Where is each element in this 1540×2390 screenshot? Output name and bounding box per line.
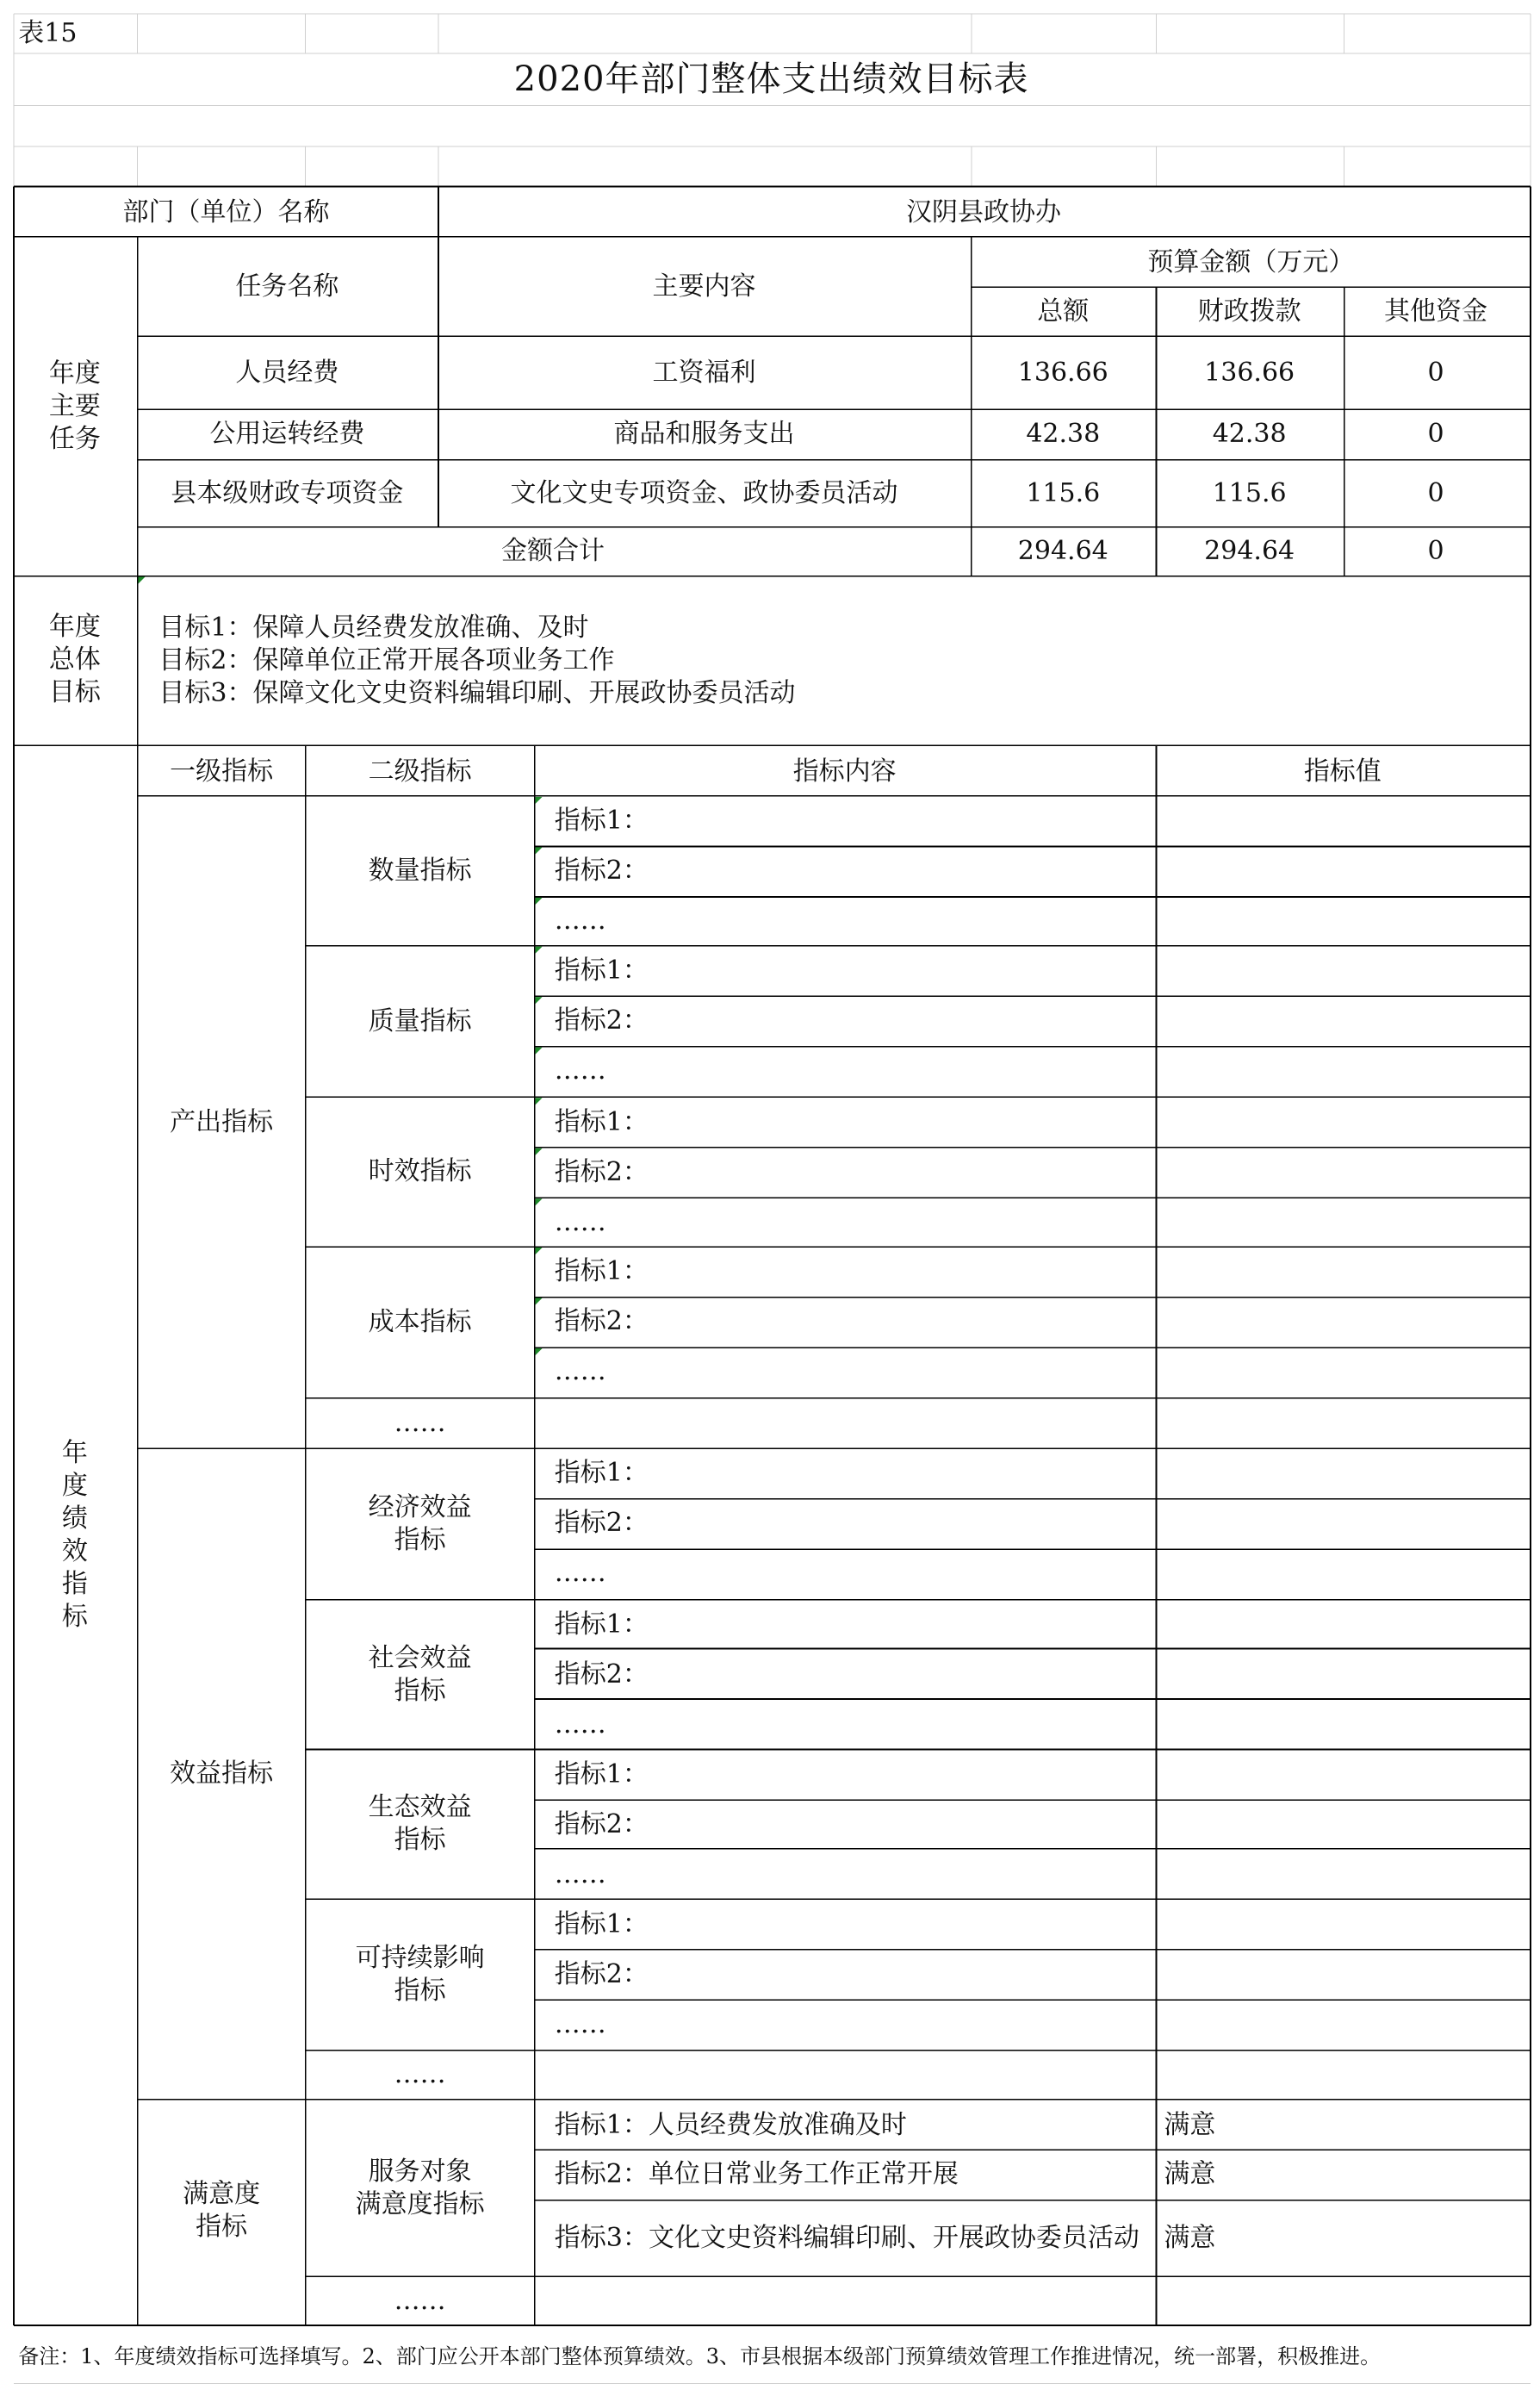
goals-section-label: 年度 总体 目标	[48, 612, 101, 708]
indicator-ellipsis: ……	[554, 1708, 606, 1740]
level2-quality: 质量指标	[368, 1005, 472, 1036]
cell-marker-icon	[536, 847, 543, 854]
indicator-item-1: 指标1：	[554, 1758, 649, 1789]
sum-other: 0	[1427, 536, 1444, 567]
indicator-item-1: 指标1：	[554, 806, 649, 837]
satisfaction-value: 满意	[1164, 2223, 1216, 2254]
level1-benefit: 效益指标	[170, 1758, 274, 1789]
level2-ellipsis: ……	[394, 2285, 446, 2316]
col-level2: 二级指标	[368, 756, 472, 787]
indicator-item-1: 指标1：	[554, 1609, 649, 1640]
col-other: 其他资金	[1383, 296, 1487, 327]
cell-marker-icon	[536, 1048, 543, 1055]
task-total: 136.66	[1017, 357, 1108, 388]
task-other: 0	[1427, 357, 1444, 388]
page-title: 2020年部门整体支出绩效目标表	[513, 59, 1029, 100]
task-content: 商品和服务支出	[613, 418, 795, 449]
level2-social: 社会效益 指标	[368, 1642, 472, 1706]
indicator-item-2: 指标2：	[554, 1808, 649, 1839]
satisfaction-item: 指标3：文化文史资料编辑印刷、开展政协委员活动	[554, 2223, 1139, 2254]
task-name: 公用运转经费	[209, 418, 365, 449]
satisfaction-item: 指标1：人员经费发放准确及时	[554, 2109, 907, 2140]
indicator-item-1: 指标1：	[554, 1908, 649, 1939]
task-total: 115.6	[1026, 477, 1101, 508]
level1-output: 产出指标	[170, 1107, 274, 1138]
cell-marker-icon	[536, 1148, 543, 1155]
tasks-section-label: 年度 主要 任务	[48, 358, 101, 454]
level1-satisfaction: 满意度 指标	[183, 2179, 261, 2243]
task-total: 42.38	[1026, 418, 1101, 449]
col-indicator-value: 指标值	[1303, 756, 1382, 787]
task-fiscal: 136.66	[1204, 357, 1295, 388]
indicator-ellipsis: ……	[554, 1206, 606, 1237]
cell-marker-icon	[536, 1248, 543, 1254]
cell-marker-icon	[536, 1298, 543, 1305]
col-level1: 一级指标	[170, 756, 274, 787]
indicator-item-2: 指标2：	[554, 856, 649, 887]
col-main-content: 主要内容	[652, 271, 756, 302]
cell-marker-icon	[138, 576, 145, 583]
sum-label: 金额合计	[500, 536, 605, 567]
indicator-item-2: 指标2：	[554, 1005, 649, 1036]
level2-economic: 经济效益 指标	[368, 1491, 472, 1555]
col-total: 总额	[1037, 296, 1090, 327]
goal-item: 目标3：保障文化文史资料编辑印刷、开展政协委员活动	[158, 678, 796, 709]
cell-marker-icon	[536, 997, 543, 1004]
level2-ellipsis: ……	[394, 2059, 446, 2090]
level2-ellipsis: ……	[394, 1407, 446, 1438]
cell-marker-icon	[536, 1098, 543, 1105]
task-fiscal: 115.6	[1212, 477, 1287, 508]
task-other: 0	[1427, 418, 1444, 449]
satisfaction-item: 指标2：单位日常业务工作正常开展	[554, 2158, 959, 2189]
indicator-ellipsis: ……	[554, 1858, 606, 1889]
col-task-name: 任务名称	[235, 271, 339, 302]
task-content: 文化文史专项资金、政协委员活动	[510, 477, 898, 508]
indicator-item-1: 指标1：	[554, 1458, 649, 1489]
indicator-ellipsis: ……	[554, 1558, 606, 1589]
level2-cost: 成本指标	[368, 1306, 472, 1337]
task-name: 县本级财政专项资金	[171, 477, 404, 508]
indicator-ellipsis: ……	[554, 1055, 606, 1086]
indicator-item-1: 指标1：	[554, 1106, 649, 1137]
col-indicator-content: 指标内容	[792, 756, 897, 787]
task-name: 人员经费	[235, 357, 339, 388]
cell-marker-icon	[536, 1198, 543, 1205]
col-fiscal: 财政拨款	[1197, 296, 1301, 327]
indicator-item-2: 指标2：	[554, 1306, 649, 1337]
level2-ecological: 生态效益 指标	[368, 1792, 472, 1856]
goal-item: 目标1：保障人员经费发放准确、及时	[158, 612, 589, 643]
indicator-ellipsis: ……	[554, 1356, 606, 1387]
indicator-item-1: 指标1：	[554, 955, 649, 986]
cell-marker-icon	[536, 947, 543, 954]
footnote: 备注：1、年度绩效指标可选择填写。2、部门应公开本部门整体预算绩效。3、市县根据本级部门预算绩效管理工作推进情况，统一部署，积极推进。	[18, 2343, 1382, 2368]
dept-label: 部门（单位）名称	[122, 196, 330, 227]
indicators-section-label: 年 度 绩 效 指 标	[61, 1438, 88, 1633]
level2-service: 服务对象 满意度指标	[355, 2156, 485, 2219]
task-other: 0	[1427, 477, 1444, 508]
dept-value: 汉阴县政协办	[906, 196, 1062, 227]
sum-fiscal: 294.64	[1204, 536, 1295, 567]
level2-quantity: 数量指标	[368, 855, 472, 886]
satisfaction-value: 满意	[1164, 2158, 1216, 2189]
sum-total: 294.64	[1017, 536, 1108, 567]
indicator-item-2: 指标2：	[554, 1659, 649, 1690]
cell-marker-icon	[536, 797, 543, 804]
level2-timeliness: 时效指标	[368, 1156, 472, 1187]
indicator-item-2: 指标2：	[554, 1508, 649, 1539]
indicator-item-2: 指标2：	[554, 1958, 649, 1989]
cell-marker-icon	[536, 1348, 543, 1355]
goal-item: 目标2：保障单位正常开展各项业务工作	[158, 644, 615, 675]
satisfaction-value: 满意	[1164, 2109, 1216, 2140]
task-content: 工资福利	[652, 357, 756, 388]
indicator-ellipsis: ……	[554, 2008, 606, 2039]
col-budget: 预算金额（万元）	[1147, 247, 1355, 278]
sheet-number: 表15	[18, 18, 78, 48]
level2-sustainable: 可持续影响 指标	[355, 1943, 485, 2007]
indicator-item-1: 指标1：	[554, 1256, 649, 1287]
indicator-item-2: 指标2：	[554, 1156, 649, 1187]
cell-marker-icon	[536, 898, 543, 905]
task-fiscal: 42.38	[1212, 418, 1287, 449]
indicator-ellipsis: ……	[554, 906, 606, 937]
